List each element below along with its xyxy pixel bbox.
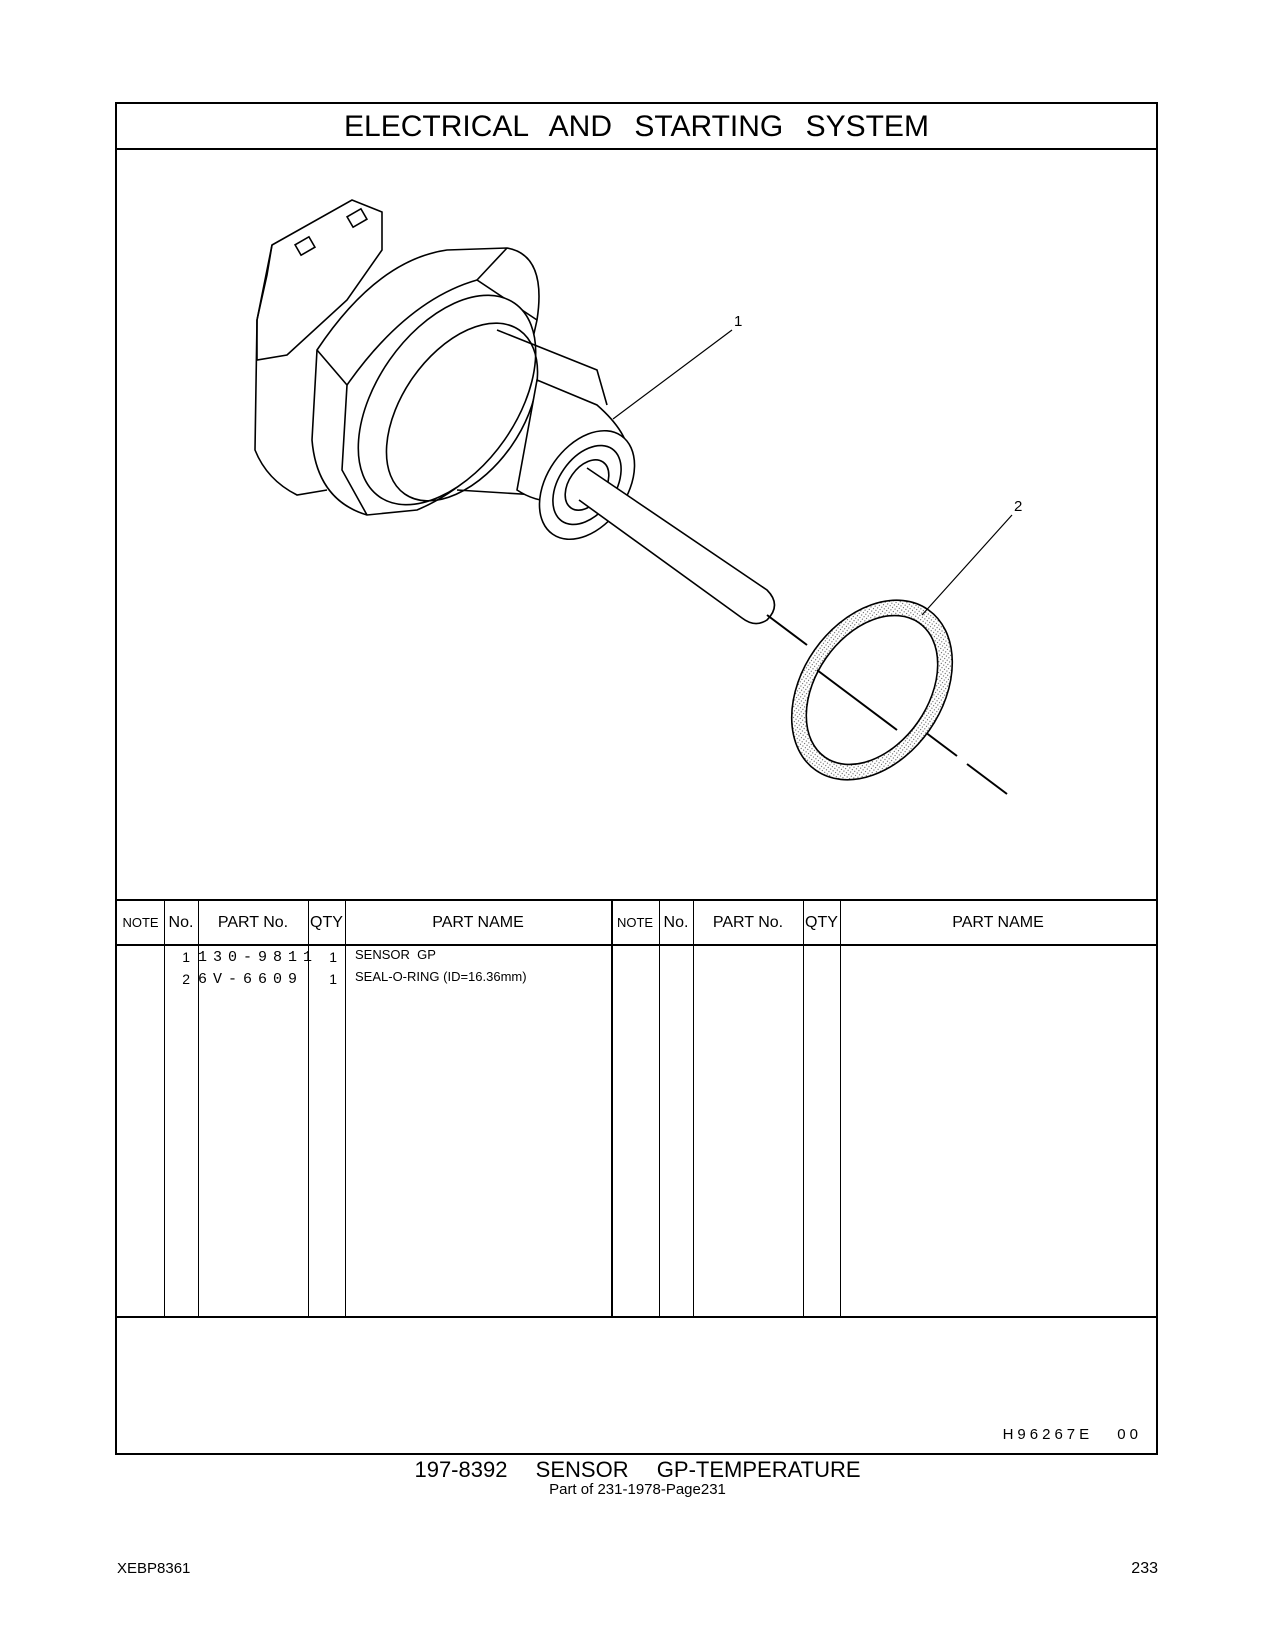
col-header-qty: QTY (805, 914, 838, 931)
row-part-name: SEAL-O-RING (ID=16.36mm) (355, 969, 527, 984)
assembly-caption: 197-8392 SENSOR GP-TEMPERATURE (414, 1457, 861, 1482)
col-header-note: NOTE (122, 915, 159, 930)
col-header-no: No. (168, 914, 194, 931)
row-qty: 1 (329, 949, 337, 965)
callout-2: 2 (1014, 498, 1023, 515)
col-header-part-no: PART No. (217, 914, 289, 931)
assembly-subcaption: Part of 231-1978-Page231 (549, 1481, 726, 1498)
parts-page-frame (115, 102, 1158, 1455)
row-qty: 1 (329, 971, 337, 987)
document-id: XEBP8361 (117, 1560, 191, 1577)
col-header-qty: QTY (310, 914, 343, 931)
section-title: ELECTRICAL AND STARTING SYSTEM (117, 104, 1156, 150)
col-header-part-no: PART No. (712, 914, 784, 931)
col-header-part-name: PART NAME (952, 914, 1044, 931)
parts-list-table (117, 899, 1156, 1387)
row-part-no: 6V-6609 (198, 971, 304, 988)
row-part-name: SENSOR GP (355, 947, 436, 962)
col-header-no: No. (663, 914, 689, 931)
row-no: 2 (182, 971, 190, 987)
col-header-part-name: PART NAME (432, 914, 524, 931)
col-header-note: NOTE (616, 915, 654, 930)
row-part-no: 130-9811 (198, 949, 319, 966)
callout-1: 1 (734, 313, 743, 330)
illustration-reference: H96267E 00 (1002, 1426, 1142, 1443)
row-no: 1 (182, 949, 190, 965)
page-number: 233 (1131, 1560, 1158, 1577)
illustration-ref-band (117, 1316, 1156, 1453)
sensor-illustration (117, 150, 1156, 900)
sensor-probe (579, 468, 775, 624)
